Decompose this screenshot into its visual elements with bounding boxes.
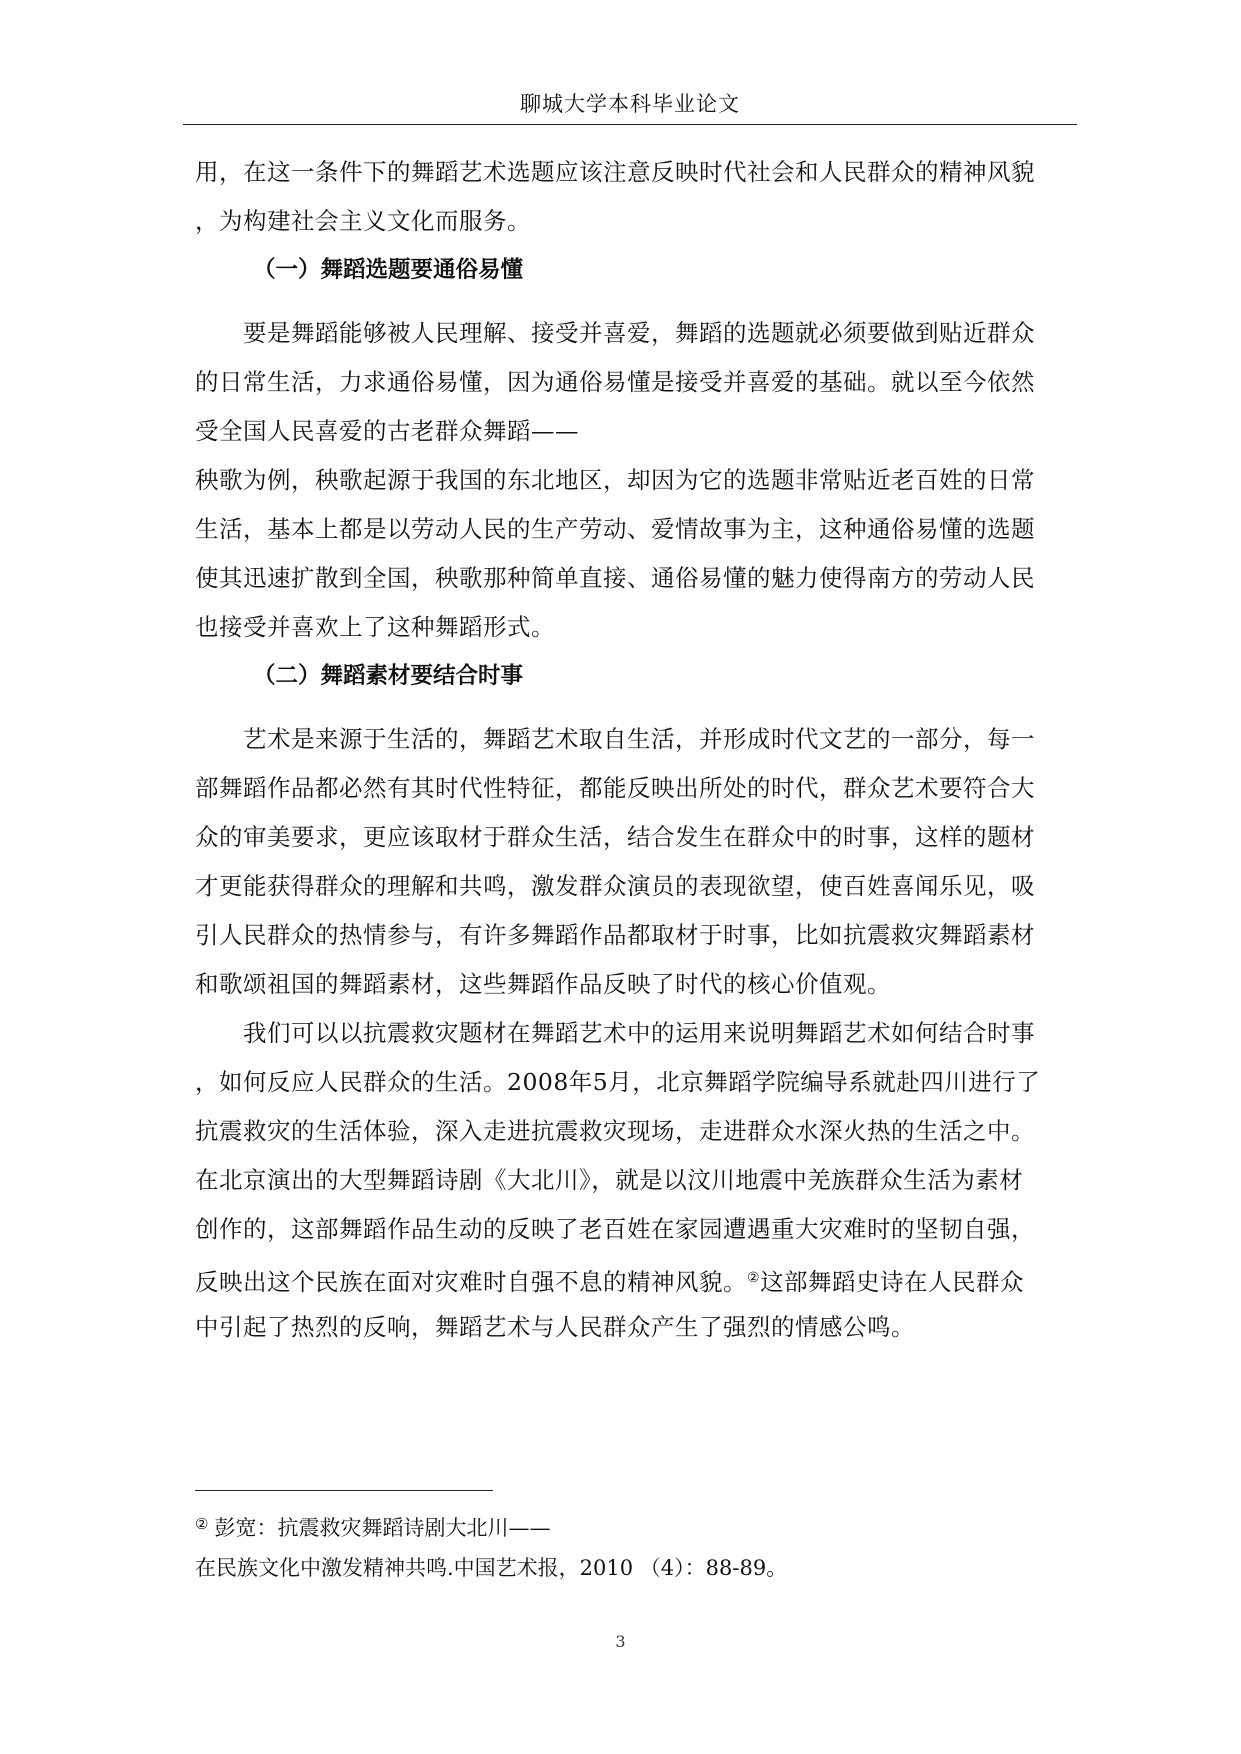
body-line: 受全国人民喜爱的古老群众舞蹈—— <box>195 417 579 445</box>
body-line: 才更能获得群众的理解和共鸣，激发群众演员的表现欲望，使百姓喜闻乐见，吸 <box>195 872 1035 900</box>
body-line: 的日常生活，力求通俗易懂，因为通俗易懂是接受并喜爱的基础。就以至今依然 <box>195 368 1035 396</box>
body-line: 用，在这一条件下的舞蹈艺术选题应该注意反映时代社会和人民群众的精神风貌 <box>195 158 1035 186</box>
body-line: 部舞蹈作品都必然有其时代性特征，都能反映出所处的时代，群众艺术要符合大 <box>195 774 1035 802</box>
footnote-mark: ② <box>195 1515 209 1533</box>
body-line-with-footnote <box>195 1254 1065 1303</box>
page-number: 3 <box>615 1632 626 1651</box>
spacer <box>195 295 1065 309</box>
section-heading-2: （二）舞蹈素材要结合时事 <box>253 663 524 689</box>
body-line: ，为构建社会主义文化而服务。 <box>195 207 531 235</box>
footnote-line <box>195 1502 1065 1546</box>
spacer <box>195 701 1065 715</box>
body-line: 引人民群众的热情参与，有许多舞蹈作品都取材于时事，比如抗震救灾舞蹈素材 <box>195 921 1035 949</box>
footnote-separator <box>195 1490 493 1491</box>
body-line: 秧歌为例，秧歌起源于我国的东北地区，却因为它的选题非常贴近老百姓的日常 <box>195 466 1035 494</box>
running-header: 聊城大学本科毕业论文 <box>520 92 740 116</box>
footnotes <box>195 1502 1065 1590</box>
body-line: ，如何反应人民群众的生活。2008年5月，北京舞蹈学院编导系就赴四川进行了 <box>195 1068 1041 1096</box>
body-line: 在北京演出的大型舞蹈诗剧《大北川》，就是以汶川地震中羌族群众生活为素材 <box>195 1166 1024 1194</box>
body-line: 创作的，这部舞蹈作品生动的反映了老百姓在家园遭遇重大灾难时的坚韧自强， <box>195 1215 1035 1243</box>
body-text-span: 这部舞蹈史诗在人民群众 <box>760 1268 1025 1296</box>
footnote-line: 在民族文化中激发精神共鸣.中国艺术报，2010 （4）：88-89。 <box>195 1556 788 1580</box>
body-line: 我们可以以抗震救灾题材在舞蹈艺术中的运用来说明舞蹈艺术如何结合时事 <box>243 1019 1035 1047</box>
body-line: 众的审美要求，更应该取材于群众生活，结合发生在群众中的时事，这样的题材 <box>195 823 1035 851</box>
header-rule <box>183 124 1077 125</box>
body-line: 也接受并喜欢上了这种舞蹈形式。 <box>195 613 555 641</box>
body-line: 抗震救灾的生活体验，深入走进抗震救灾现场，走进群众水深火热的生活之中。 <box>195 1117 1035 1145</box>
footnote-text: 彭宽：抗震救灾舞蹈诗剧大北川—— <box>214 1516 551 1540</box>
body-line: 要是舞蹈能够被人民理解、接受并喜爱，舞蹈的选题就必须要做到贴近群众 <box>243 319 1035 347</box>
body-text-span: 反映出这个民族在面对灾难时自强不息的精神风貌。 <box>195 1268 747 1296</box>
body-line: 艺术是来源于生活的，舞蹈艺术取自生活，并形成时代文艺的一部分，每一 <box>243 725 1035 753</box>
footnote-reference[interactable]: ② <box>747 1270 761 1286</box>
body-line: 中引起了热烈的反响，舞蹈艺术与人民群众产生了强烈的情感公鸣。 <box>195 1313 915 1341</box>
body-line: 生活，基本上都是以劳动人民的生产劳动、爱情故事为主，这种通俗易懂的选题 <box>195 515 1035 543</box>
body-text <box>195 148 1065 1352</box>
body-line: 使其迅速扩散到全国，秧歌那种简单直接、通俗易懂的魅力使得南方的劳动人民 <box>195 564 1035 592</box>
section-heading-1: （一）舞蹈选题要通俗易懂 <box>253 257 524 283</box>
body-line: 和歌颂祖国的舞蹈素材，这些舞蹈作品反映了时代的核心价值观。 <box>195 970 891 998</box>
